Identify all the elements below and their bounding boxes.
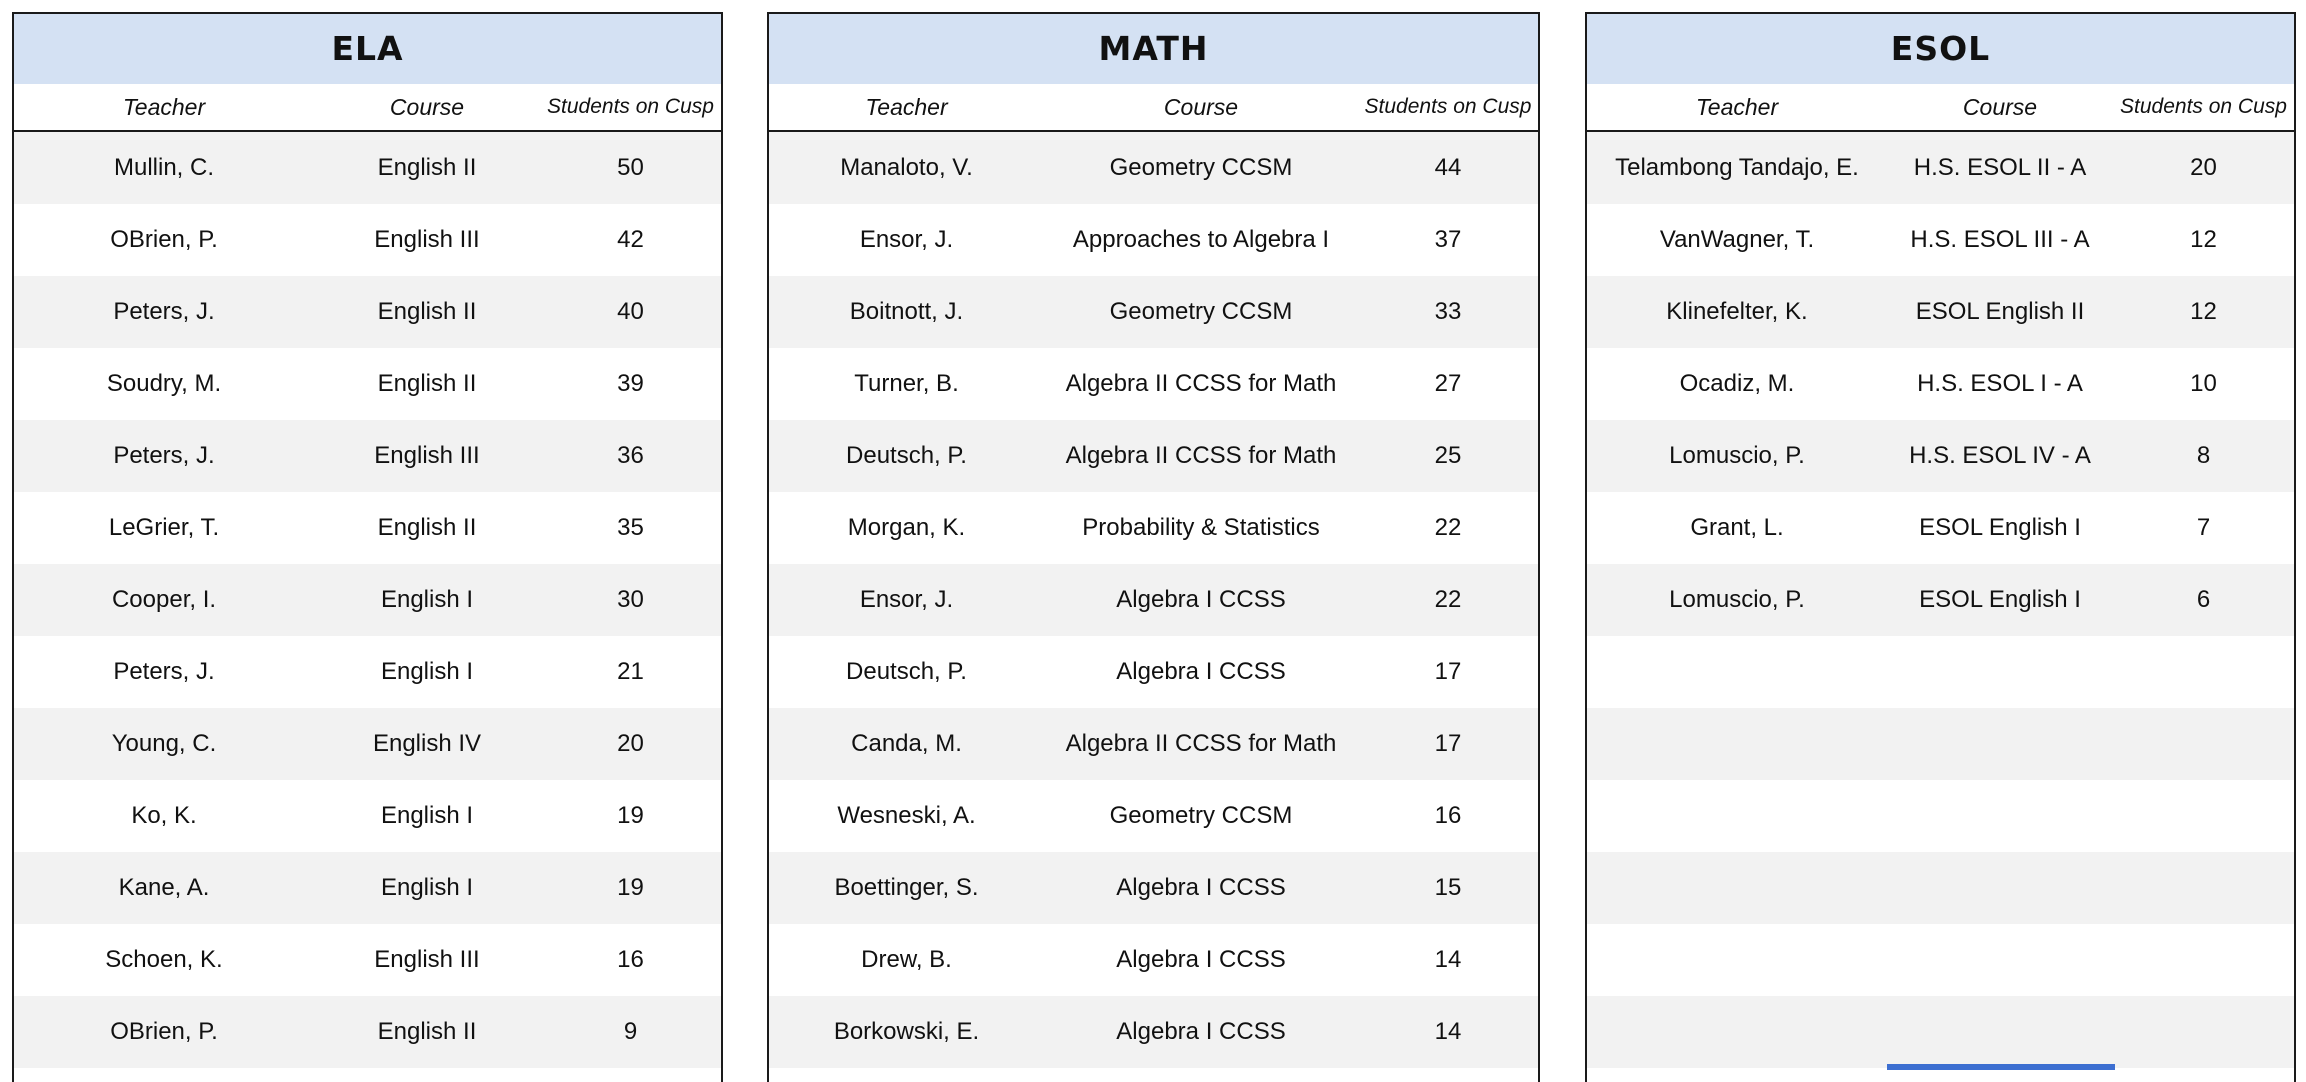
table-row[interactable]: [769, 852, 1538, 924]
course-cell[interactable]: English I: [380, 586, 474, 613]
course-cell[interactable]: H.S. ESOL II - A: [1913, 154, 2087, 181]
teacher-cell[interactable]: LeGrier, T.: [108, 514, 220, 541]
students-on-cusp-cell[interactable]: 20: [617, 730, 644, 757]
table-row[interactable]: [14, 996, 721, 1068]
esol-header-row: [1587, 84, 2294, 132]
teacher-cell[interactable]: Peters, J.: [113, 442, 215, 469]
students-on-cusp-cell[interactable]: 22: [1434, 586, 1462, 613]
teacher-cell[interactable]: Morgan, K.: [847, 514, 966, 541]
teacher-cell[interactable]: OBrien, P.: [110, 1018, 218, 1045]
table-row[interactable]: [14, 204, 721, 276]
students-on-cusp-cell[interactable]: 40: [617, 298, 644, 325]
table-row[interactable]: [1587, 132, 2294, 204]
students-on-cusp-cell[interactable]: 16: [1434, 802, 1462, 829]
teacher-cell[interactable]: Peters, J.: [113, 298, 215, 325]
column-header-course[interactable]: Course: [1163, 94, 1239, 120]
column-header-teacher[interactable]: Teacher: [1695, 94, 1779, 120]
column-header-teacher[interactable]: Teacher: [122, 94, 206, 120]
column-header-course[interactable]: Course: [1962, 94, 2038, 120]
teacher-cell[interactable]: Ensor, J.: [859, 226, 954, 253]
students-on-cusp-cell[interactable]: [2113, 708, 2294, 780]
table-row[interactable]: [769, 924, 1538, 996]
course-cell[interactable]: English I: [380, 874, 474, 901]
math-table-title: MATH: [769, 14, 1538, 84]
students-on-cusp-cell[interactable]: 42: [617, 226, 644, 253]
course-cell[interactable]: Algebra II CCSS for Math: [1065, 730, 1337, 757]
students-on-cusp-cell[interactable]: 27: [1434, 370, 1462, 397]
course-cell[interactable]: Algebra I CCSS: [1116, 946, 1286, 973]
esol-table: [1585, 12, 2296, 1082]
students-on-cusp-cell[interactable]: 50: [617, 154, 644, 181]
table-row[interactable]: [1587, 420, 2294, 492]
course-cell[interactable]: English III: [374, 442, 480, 469]
course-cell[interactable]: English II: [377, 514, 477, 541]
table-row[interactable]: [1587, 708, 2294, 780]
course-cell[interactable]: English IV: [372, 730, 482, 757]
course-cell[interactable]: [1887, 924, 2113, 996]
teacher-cell[interactable]: Klinefelter, K.: [1666, 298, 1808, 325]
table-row[interactable]: [14, 564, 721, 636]
teacher-cell[interactable]: Telambong Tandajo, E.: [1615, 154, 1859, 181]
course-cell[interactable]: Algebra I CCSS: [1116, 1018, 1286, 1045]
students-on-cusp-cell[interactable]: [2113, 780, 2294, 852]
math-rows: [769, 132, 1538, 1068]
teacher-cell[interactable]: Borkowski, E.: [833, 1018, 980, 1045]
table-row[interactable]: [769, 780, 1538, 852]
students-on-cusp-cell[interactable]: 36: [617, 442, 644, 469]
teacher-cell[interactable]: [1587, 924, 1887, 996]
teacher-cell[interactable]: Lomuscio, P.: [1669, 442, 1805, 469]
course-cell[interactable]: [1887, 708, 2113, 780]
ela-rows: [14, 132, 721, 1068]
ela-table: [12, 12, 723, 1082]
table-row[interactable]: [1587, 204, 2294, 276]
students-on-cusp-cell[interactable]: 25: [1434, 442, 1462, 469]
students-on-cusp-cell[interactable]: [2113, 852, 2294, 924]
table-row[interactable]: [14, 420, 721, 492]
students-on-cusp-cell[interactable]: 44: [1434, 154, 1462, 181]
students-on-cusp-cell[interactable]: 39: [617, 370, 644, 397]
math-header-row: [769, 84, 1538, 132]
students-on-cusp-cell[interactable]: 14: [1434, 946, 1462, 973]
teacher-cell[interactable]: Wesneski, A.: [837, 802, 976, 829]
course-cell[interactable]: ESOL English II: [1915, 298, 2085, 325]
table-row[interactable]: [1587, 564, 2294, 636]
teacher-cell[interactable]: Peters, J.: [113, 658, 215, 685]
table-row[interactable]: [14, 348, 721, 420]
course-cell[interactable]: [1887, 852, 2113, 924]
table-row[interactable]: [1587, 996, 2294, 1068]
students-on-cusp-cell[interactable]: 19: [617, 874, 644, 901]
teacher-cell[interactable]: Grant, L.: [1690, 514, 1784, 541]
course-cell[interactable]: Algebra I CCSS: [1116, 586, 1286, 613]
course-cell[interactable]: H.S. ESOL IV - A: [1909, 442, 2091, 469]
table-row[interactable]: [769, 420, 1538, 492]
teacher-cell[interactable]: [1587, 708, 1887, 780]
course-cell[interactable]: Algebra II CCSS for Math: [1065, 442, 1337, 469]
table-row[interactable]: [14, 276, 721, 348]
teacher-cell[interactable]: Canda, M.: [851, 730, 962, 757]
teacher-cell[interactable]: Lomuscio, P.: [1669, 586, 1805, 613]
table-row[interactable]: [769, 708, 1538, 780]
course-cell[interactable]: Probability & Statistics: [1082, 514, 1320, 541]
math-table: [767, 12, 1540, 1082]
course-cell[interactable]: English II: [377, 370, 477, 397]
esol-rows: [1587, 132, 2294, 1068]
table-row[interactable]: [1587, 780, 2294, 852]
teacher-cell[interactable]: Ensor, J.: [859, 586, 954, 613]
students-on-cusp-cell[interactable]: 9: [623, 1018, 638, 1045]
teacher-cell[interactable]: VanWagner, T.: [1659, 226, 1815, 253]
course-cell[interactable]: [1887, 780, 2113, 852]
teacher-cell[interactable]: Young, C.: [111, 730, 217, 757]
column-header-students-on-cusp[interactable]: Students on Cusp: [547, 95, 714, 118]
teacher-cell[interactable]: OBrien, P.: [110, 226, 218, 253]
course-cell[interactable]: H.S. ESOL I - A: [1917, 370, 2083, 397]
teacher-cell[interactable]: [1587, 780, 1887, 852]
students-on-cusp-cell[interactable]: [2113, 924, 2294, 996]
teacher-cell[interactable]: Boitnott, J.: [849, 298, 964, 325]
column-header-course[interactable]: Course: [389, 94, 465, 120]
table-row[interactable]: [1587, 492, 2294, 564]
table-row[interactable]: [769, 564, 1538, 636]
students-on-cusp-cell[interactable]: 10: [2190, 370, 2217, 397]
table-row[interactable]: [1587, 348, 2294, 420]
course-cell[interactable]: [1887, 636, 2113, 708]
teacher-cell[interactable]: [1587, 852, 1887, 924]
teacher-cell[interactable]: Mullin, C.: [113, 154, 215, 181]
teacher-cell[interactable]: Drew, B.: [861, 946, 952, 973]
course-cell[interactable]: Algebra I CCSS: [1116, 658, 1286, 685]
table-row[interactable]: [1587, 924, 2294, 996]
students-on-cusp-cell[interactable]: 12: [2190, 298, 2217, 325]
students-on-cusp-cell[interactable]: 16: [617, 946, 644, 973]
course-cell[interactable]: ESOL English I: [1919, 514, 2081, 541]
students-on-cusp-cell[interactable]: 15: [1434, 874, 1462, 901]
ela-header-row: [14, 84, 721, 132]
teacher-cell[interactable]: Schoen, K.: [105, 946, 223, 973]
course-cell[interactable]: Geometry CCSM: [1109, 154, 1293, 181]
students-on-cusp-cell[interactable]: [2113, 636, 2294, 708]
table-row[interactable]: [14, 852, 721, 924]
teacher-cell[interactable]: Boettinger, S.: [834, 874, 979, 901]
students-on-cusp-cell[interactable]: 8: [2196, 442, 2211, 469]
table-row[interactable]: [769, 348, 1538, 420]
students-on-cusp-cell[interactable]: 7: [2196, 514, 2211, 541]
course-cell[interactable]: Approaches to Algebra I: [1072, 226, 1330, 253]
teacher-cell[interactable]: [1587, 996, 1887, 1068]
course-cell[interactable]: English II: [377, 298, 477, 325]
teacher-cell[interactable]: Kane, A.: [118, 874, 210, 901]
selection-indicator[interactable]: [1887, 1064, 2115, 1070]
students-on-cusp-cell[interactable]: 17: [1434, 658, 1462, 685]
course-cell[interactable]: English II: [377, 154, 477, 181]
students-on-cusp-cell[interactable]: 30: [617, 586, 644, 613]
table-row[interactable]: [14, 780, 721, 852]
students-on-cusp-cell[interactable]: 35: [617, 514, 644, 541]
table-row[interactable]: [769, 204, 1538, 276]
teacher-cell[interactable]: Deutsch, P.: [846, 658, 967, 685]
esol-table-title: ESOL: [1587, 14, 2294, 84]
table-row[interactable]: [769, 996, 1538, 1068]
course-cell[interactable]: [1887, 996, 2113, 1068]
table-row[interactable]: [769, 276, 1538, 348]
course-cell[interactable]: Geometry CCSM: [1109, 298, 1293, 325]
table-row[interactable]: [1587, 852, 2294, 924]
students-on-cusp-cell[interactable]: 33: [1434, 298, 1462, 325]
students-on-cusp-cell[interactable]: 19: [617, 802, 644, 829]
table-row[interactable]: [769, 132, 1538, 204]
table-row[interactable]: [769, 492, 1538, 564]
table-row[interactable]: [14, 924, 721, 996]
teacher-cell[interactable]: Manaloto, V.: [840, 154, 973, 181]
table-row[interactable]: [14, 708, 721, 780]
course-cell[interactable]: ESOL English I: [1919, 586, 2081, 613]
column-header-teacher[interactable]: Teacher: [865, 94, 948, 120]
students-on-cusp-cell[interactable]: 21: [617, 658, 644, 685]
teacher-cell[interactable]: Soudry, M.: [106, 370, 222, 397]
course-cell[interactable]: Geometry CCSM: [1109, 802, 1293, 829]
course-cell[interactable]: Algebra II CCSS for Math: [1065, 370, 1337, 397]
course-cell[interactable]: English III: [374, 226, 480, 253]
teacher-cell[interactable]: Turner, B.: [854, 370, 959, 397]
table-row[interactable]: [1587, 276, 2294, 348]
teacher-cell[interactable]: Deutsch, P.: [846, 442, 967, 469]
table-row[interactable]: [14, 636, 721, 708]
students-on-cusp-cell[interactable]: 14: [1434, 1018, 1462, 1045]
table-row[interactable]: [14, 132, 721, 204]
column-header-students-on-cusp[interactable]: Students on Cusp: [1364, 95, 1532, 118]
teacher-cell[interactable]: [1587, 636, 1887, 708]
students-on-cusp-cell[interactable]: 20: [2190, 154, 2217, 181]
teacher-cell[interactable]: Cooper, I.: [111, 586, 217, 613]
students-on-cusp-cell[interactable]: 6: [2196, 586, 2211, 613]
teacher-cell[interactable]: Ko, K.: [131, 802, 197, 829]
course-cell[interactable]: H.S. ESOL III - A: [1910, 226, 2090, 253]
students-on-cusp-cell[interactable]: 12: [2190, 226, 2217, 253]
students-on-cusp-cell[interactable]: 22: [1434, 514, 1462, 541]
students-on-cusp-cell[interactable]: 37: [1434, 226, 1462, 253]
ela-table-title: ELA: [14, 14, 721, 84]
course-cell[interactable]: English III: [374, 946, 480, 973]
students-on-cusp-cell[interactable]: 17: [1434, 730, 1462, 757]
course-cell[interactable]: Algebra I CCSS: [1116, 874, 1286, 901]
column-header-students-on-cusp[interactable]: Students on Cusp: [2120, 95, 2287, 118]
teacher-cell[interactable]: Ocadiz, M.: [1679, 370, 1795, 397]
course-cell[interactable]: English I: [380, 802, 474, 829]
course-cell[interactable]: English II: [377, 1018, 477, 1045]
students-on-cusp-cell[interactable]: [2113, 996, 2294, 1068]
table-row[interactable]: [1587, 636, 2294, 708]
table-row[interactable]: [14, 492, 721, 564]
course-cell[interactable]: English I: [380, 658, 474, 685]
table-row[interactable]: [769, 636, 1538, 708]
